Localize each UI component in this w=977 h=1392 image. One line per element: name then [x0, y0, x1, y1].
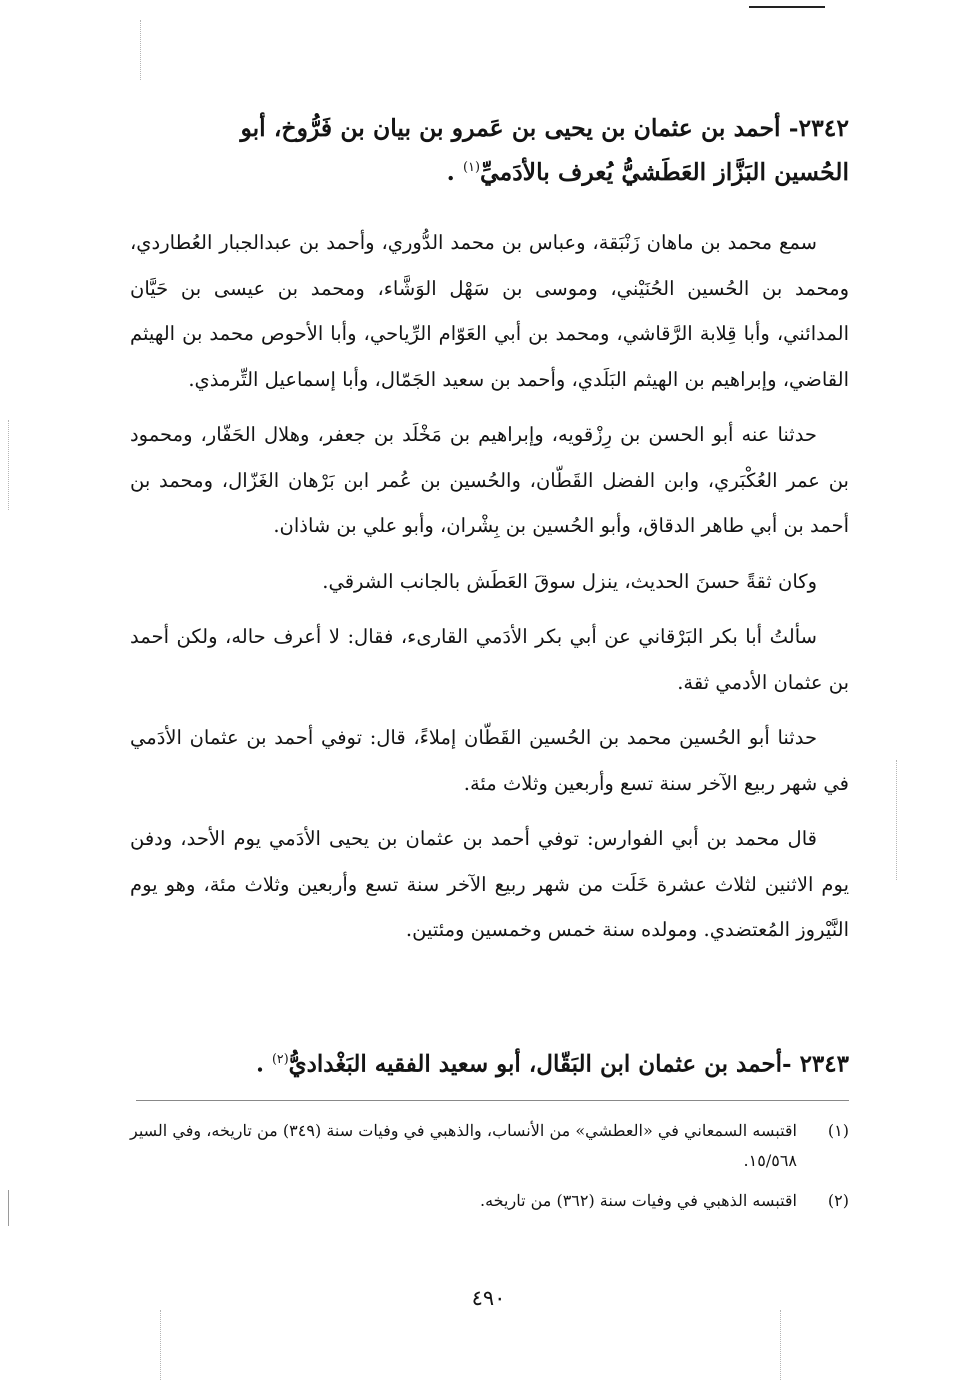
entry-heading-line2 — [130, 148, 849, 192]
paragraph-death-report: حدثنا أبو الحُسين محمد بن الحُسين القَطّان إملاءً، قال: توفي أحمد بن عثمان الأدَمي في شهر ربيع الآخر سنة تسع وأربعين وثلاث مئة. — [130, 726, 849, 795]
scan-edge-mark — [780, 1310, 781, 1380]
footnote-ref-2[interactable]: (٢) — [271, 1051, 289, 1066]
footnote-divider — [136, 1100, 849, 1101]
footnote-ref-1[interactable]: (١) — [463, 160, 481, 175]
scan-edge-mark — [8, 420, 9, 510]
paragraph-students: حدثنا عنه أبو الحسن بن رِزْقويه، وإبراهيم بن مَخْلَد بن جعفر، وهلال الحَفّار، ومحمود بن عمر العُكْبَري، وابن الفضل القَطّان، والحُسين بن عُمر ابن بَرْهان الغَزّال، ومحمد بن أحمد بن أبي طاهر الدقاق، وأبو الحُسين بن بِشْران، وأبو علي بن شاذان. — [130, 423, 849, 537]
footnote-text: اقتبسه السمعاني في «العطشي» من الأنساب، والذهبي في وفيات سنة (٣٤٩) من تاريخه، وفي السير ١٥/٥٦٨. — [130, 1121, 798, 1170]
next-entry-end: . — [255, 1050, 272, 1078]
entry-heading-name: الحُسين البَزَّاز العَطَشيُّ يُعرف بالأدَميِّ — [480, 157, 849, 186]
paragraph-reliability: وكان ثقةً حسنَ الحديث، ينزل سوقَ العَطَش بالجانب الشرقي. — [322, 569, 817, 593]
entry-heading-end: . — [446, 157, 463, 186]
next-entry-title: ٢٣٤٣ -أحمد بن عثمان ابن البَقّال، أبو سعيد الفقيه البَغْداديُّ — [288, 1050, 849, 1078]
scan-edge-mark — [160, 1310, 161, 1380]
footnote-number: (١) — [827, 1121, 849, 1140]
entry-heading — [130, 108, 849, 192]
footnote-number: (٢) — [827, 1191, 849, 1210]
paragraph-teachers: سمع محمد بن ماهان زَنْبَقة، وعباس بن محمد الدُّوري، وأحمد بن عبدالجبار العُطاردي، ومحمد بن الحُسين الحُنَيْني، وموسى بن سَهْل الوَشَّاء، ومحمد بن عيسى بن حَيَّان المدائني، وأبا قِلابة الرَّقاشي، ومحمد بن أبي العَوّام الرِّياحي، وأبا الأحوص محمد بن الهيثم القاضي، وإبراهيم بن الهيثم البَلَدي، وأحمد بن سعيد الجَمّال، وأبا إسماعيل التِّرمذي. — [130, 231, 849, 391]
footnote-text: اقتبسه الذهبي في وفيات سنة (٣٦٢) من تاريخه. — [480, 1191, 797, 1210]
footnotes — [130, 1116, 849, 1226]
scan-edge-mark — [8, 1190, 9, 1226]
top-rule — [749, 6, 825, 8]
scan-edge-mark — [896, 760, 897, 880]
scan-edge-mark — [140, 20, 141, 80]
entry-heading-line1: ٢٣٤٢- أحمد بن عثمان بن يحيى بن عَمرو بن بيان بن فَرُّوخ، أبو — [240, 114, 849, 142]
footnote-2 — [130, 1186, 849, 1216]
paragraph-barqani: سألتُ أبا بكر البَرْقاني عن أبي بكر الأدَمي القارىء، فقال: لا أعرف حاله، ولكن أحمد بن عثمان الأدمي ثقة. — [130, 625, 849, 694]
next-entry-heading — [130, 1040, 849, 1084]
entry-body — [130, 220, 849, 963]
paragraph-abi-fawaris: قال محمد بن أبي الفوارس: توفي أحمد بن عثمان بن يحيى الأدَمي يوم الأحد، ودفن يوم الاثنين لثلاث عشرة خَلَت من شهر ربيع الآخر سنة تسع وأربعين وثلاث مئة، وهو يوم النَّيْروز المُعتضدي. ومولده سنة خمس وخمسين ومئتين. — [130, 827, 849, 941]
footnote-1 — [130, 1116, 849, 1176]
page-number: ٤٩٠ — [471, 1286, 506, 1310]
